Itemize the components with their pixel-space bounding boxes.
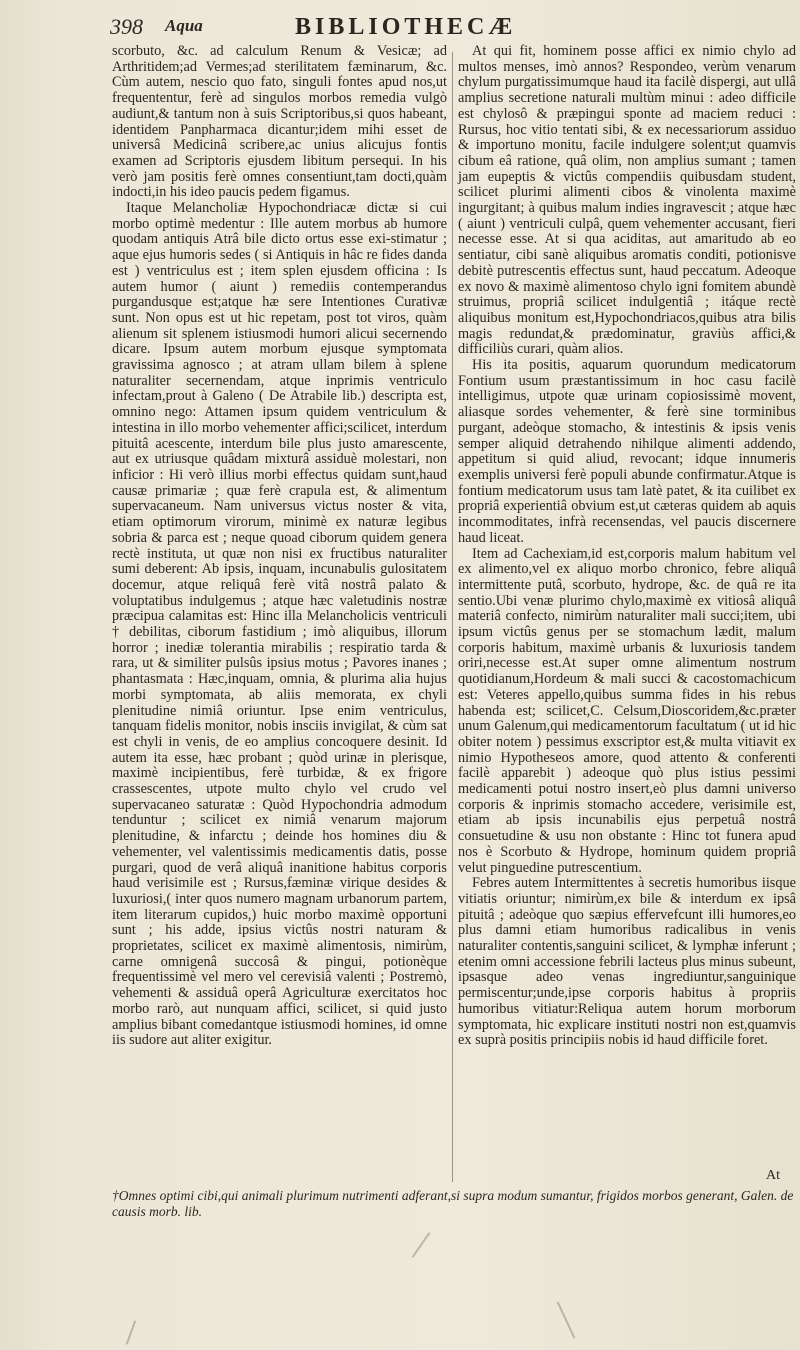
stray-ink-mark xyxy=(412,1232,431,1258)
column-divider xyxy=(452,52,453,1182)
stray-ink-mark xyxy=(126,1320,136,1344)
stray-ink-mark xyxy=(557,1301,576,1338)
footnote: †Omnes optimi cibi,qui animali plurimum nutrimenti adferant,si supra modum sumantur, frigidos morbos generant, Galen. de causis morb. lib. xyxy=(112,1188,794,1219)
page-number: 398 xyxy=(110,14,143,39)
page-header xyxy=(110,14,786,44)
right-paragraph-2: His ita positis, aquarum quorundum medicatorum Fontium usum præstantissimum in hoc casu facilè intelligimus, utpote quæ urinam copiosissimè movent, aliasque sordes vehementer, & ferè sine torminibus purgant, adeòque stomacho, & intestinis & ipsis venis semper aliquid detrahendo nihilque alimenti addendo, appetitum si quid aliud, revocant; idque innumeris exemplis universi ferè populi abunde confirmatur.Atque is fontium medicatorum usus tam latè patet, & ita cuilibet ex propriâ experientiâ obvium est,ut cæteras quidem ab aquis incommoditates, infrà recensendas, vel paucis discernere haud liceat. xyxy=(458,357,796,546)
right-paragraph-4: Febres autem Intermittentes à secretis humoribus iisque vitiatis oriuntur; nimirùm,ex bile & interdum ex ipsâ pituitâ ; adeòque quo sæpius effervefcunt illi humores,eo plus damni etiam humoribus radicalibus in venis naturaliter contentis,sanguini scilicet, & lymphæ inferunt ; etenim omni accessione febrili lacteus plus minus subeunt, ipsasque adeo venas ingrediuntur,sanguinique permiscentur;unde,ipse corporis habitus à propriis humoribus vitiatur:Reliqua autem horum morborum symptomata, hic explicare instituti nostri non est,quamvis ex suprà positis principiis nobis id haud difficile foret. xyxy=(458,875,796,1049)
right-column xyxy=(458,44,796,1049)
catchword-bottom: At xyxy=(766,1168,780,1183)
running-head: BIBLIOTHECÆ xyxy=(295,14,517,40)
header-catchword: Aqua xyxy=(165,16,203,35)
right-paragraph-3: Item ad Cachexiam,id est,corporis malum habitum vel ex alimento,vel ex aliquo morbo chronico, febre aliquâ intermittente putâ, scorbuto, hydrope, &c. de quâ re ita sentio.Ubi venæ plurimo chylo,maximè ex vitiosâ aliquâ materiâ confecto, nimirùm naturaliter mali succi;item, ubi ipsum victûs genus per se stomachum lædit, malum corporis habitum, maximè urbanis & luxuriosis tandem oriri,necesse est.At super omne alimentum nostrum quotidianum,Hordeum & mali succi & cacostomachicum est: Veteres appello,quibus summa fides in his rebus habenda est; scilicet,C. Celsum,Dioscoridem,&c.præter unum Galenum,qui medicamentorum facultatum ( ut id hic obiter notem ) pessimus exscriptor est,& multa vitiavit ex nimio Hypotheseos amore, quod attento & conferenti facilè apparebit ) adeoque quò plus istius pessimi medicamenti potui nostro insert,eò plus damni universo corporis & inprimis stomacho accedere, verisimile est, etiam ab ipsis incunabilis ejus perpetuâ nostrâ consuetudine & usu non obstante : Hinc tot funera apud nos è Scorbuto & Hydrope, hominum quidem propriâ velut pinguedine putrescentium. xyxy=(458,545,796,876)
left-paragraph-2: Itaque Melancholiæ Hypochondriacæ dictæ si cui morbo optimè medentur : Ille autem morbus ab humore quodam antiquis Atrâ bile dicto ortus esse exi-stimatur ; aque ejus humoris sedes ( si Antiquis in hâc re fides danda est ) ventriculus est ; item splen ejusdem officina : Is autem humor ( aiunt ) remediis contemperandus purgandusque est;atque hæ sere Intentiones Curativæ sunt. Non opus est ut hic repetam, post tot viros, quàm alienum sit splenem istiusmodi humori alicui secernendo dicare. Ipsum autem morbum ejusque symptomata gravissima agnosco ; at atram ullam bilem à splene naturaliter secernendam, atque inprimis ventriculo infectam,prout à Galeno ( De Atrabile lib.) descripta est, omnino nego: Attamen ipsum quidem ventriculum & intestina in illo morbo vehementer affici;scilicet, interdum pituitâ acescente, interdum bile plus justo amarescente, aut ex utriusque quâdam mixturâ assiduè molestari, non inficior : Hi verò illius morbi effectus quidam sunt,haud causæ primariæ ; quæ ferè crapula est, & alimentum supervacaneum. Nam universus victus noster & vita, etiam optimorum virorum, minimè ex naturæ legibus sobria & parca est ; neque quoad ciborum quidem genera rectè instituta, ut quæ non nisi ex fructibus naturaliter sumi deberent: Ab ipsis, inquam, incunabulis gulositatem docemur, atque reliquâ ferè vitâ nostrâ palato & voluptatibus indulgemus ; atque hæc valetudinis nostræ præcipua calamitas est: Hinc illa Melancholicis ventriculi † debilitas, ciborum fastidium ; imò aliquibus, illorum horror ; inediæ tolerantia mirabilis ; respiratio tarda & rara, ut & similiter pulsûs ipsius motus ; Pavores inanes ; phantasmata : Hæc,inquam, omnia, & plurima alia hujus morbi symptomata, ab aliis memorata, ex chyli plenitudine nimiâ oriuntur. Ipse enim ventriculus, tanquam fidelis monitor, nobis insciis invigilat, & cùm sat est chyli in venis, de eo amplius concoquere desinit. Id autem ita esse, hæc probant ; quòd urinæ in plerisque, maximè incipientibus, ferè turbidæ, & ex frigore crassescentes, utpote multo chylo vel crudo vel supervacaneo saturatæ : Quòd Hypochondria admodum tenduntur ; scilicet ex nimiâ venarum majorum plenitudine, & infarctu ; deinde hos homines diu & vehementer, vel valentissimis medicamentis datis, posse purgari, quod de verâ aliquâ inanitione habitus corporis haud verisimile est ; Rursus,fæminæ virique desides & luxuriosi,( inter quos numero magnam urbanorum partem, item literarum cupidos,) huic morbo maximè opportuni sunt ; his adde, ipsius victûs nostri naturam & proprietates, scilicet ex maximè alimentosis, nimirùm, carne omnigenâ succosâ & pingui, potionèque frequentissimè vel mero vel cerevisiâ valenti ; Postremò, vehementi & assiduâ operâ Agriculturæ exercitatos hoc morbo rarò, aut nunquam affici, scilicet, si quid justo amplius bibant comedantque istiusmodi homines, id omne iis sudore aut aliter exigitur. xyxy=(112,200,447,1049)
left-column xyxy=(112,44,447,1049)
right-paragraph-1: At qui fit, hominem posse affici ex nimio chylo ad multos menses, imò annos? Respondeo, verùm venarum chylum purgatissimumque haud ita facilè dispergi, aut ullâ amplius secretione naturali multùm minui : adeo difficile est chylosô & præpingui sponte ad maciem reduci : Rursus, hoc vitio tentati sibi, & ex necessariorum assiduo & importuno monitu, facile indulgere solent;ut quamvis cibum eâ ratione, quâ olim, non amplius sumant ; tamen jam eupeptis & victûs compendiis quibusdam student, scilicet plurimi alimenti cibos & vinolenta maximè ingurgitant; à quibus malum indies ingravescit ; atque hæc ( aiunt ) ventriculi culpâ, quem vehementer accusant, fieri necesse esse. At si qua aciditas, aut amaritudo ab eo sentiatur, cibi sanè aliquibus aromatis conditi, potionisve debitè putrescentis effectus sunt, haud peccatum. Adeoque ex novo & maximè alimentoso chylo igni fomitem abundè struimus, propriâ scilicet indulgentiâ ; itáque rectè aliquibus monitum est,Hypochondriacos,quibus atra bilis magis redundat,& prædominatur, graviùs affici,& difficiliùs curari, quàm alios. xyxy=(458,43,796,358)
left-paragraph-1: scorbuto, &c. ad calculum Renum & Vesicæ; ad Arthritidem;ad Vermes;ad sterilitatem fæminarum, &c. Cùm autem, nescio quo fato, singuli fontes apud nos,ut frequententur, ferè ad singulos morbos remedia vulgò audiunt,& tantum non à suis Scriptoribus,si quos habeant, identidem Panpharmaca dicantur;idem mihi esset de universâ Medicinâ scribere,ac unius alicujus fontis examen ad Scriptoris ejusdem libitum persequi. In his verò jam positis ferè omnes consentiunt,tam docti,quàm indocti,in his ideo paucis pedem figamus. xyxy=(112,43,447,201)
